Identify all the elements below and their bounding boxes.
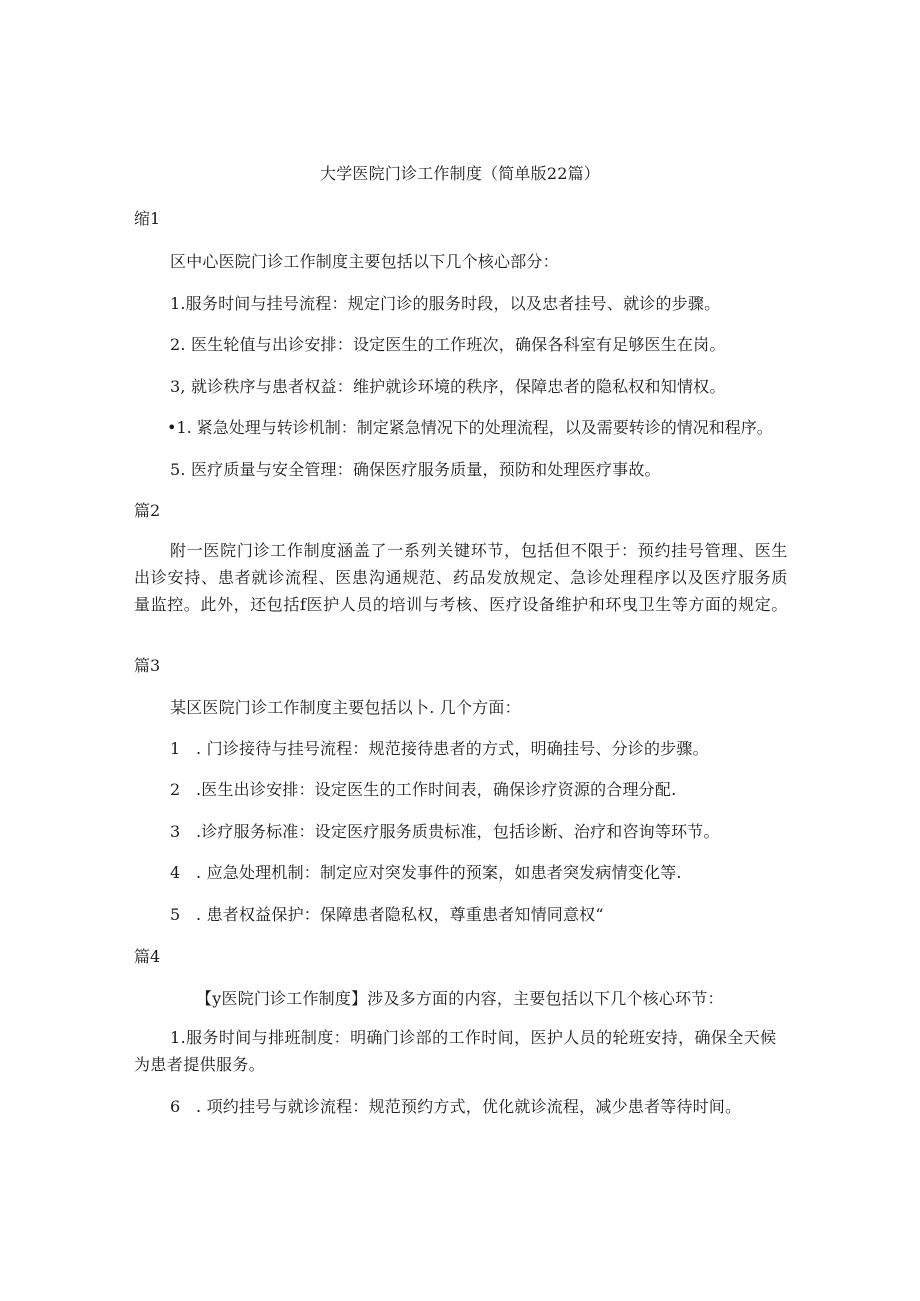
item-number: 5	[170, 905, 181, 924]
section-4-intro: 【y医院门诊工作制度】涉及多方面的内容，主要包括以下几个核心环节：	[196, 989, 724, 1008]
section-3-item-2	[170, 777, 676, 800]
item-text: . 项约挂号与就诊流程：规范预约方式，优化就诊流程，减少患者等待时间。	[196, 1097, 742, 1116]
item-text: . 应急处理机制：制定应对突发事件的预案，如患者突发病情变化等.	[196, 863, 682, 882]
item-text: .医生出诊安排：设定医生的工作时间表，确保诊疗资源的合理分配.	[196, 780, 677, 799]
section-1-item-2: 2. 医生轮值与出诊安排：设定医生的工作班次，确保各科室有足够医生在岗。	[170, 335, 726, 354]
section-3-item-1	[170, 736, 709, 759]
item-number: 4	[170, 863, 181, 882]
item-text: .诊疗服务标准：设定医疗服务质贵标准，包括诊断、治疗和咨询等环节。	[196, 822, 720, 841]
section-3-item-5	[170, 902, 604, 925]
section-3-item-4	[170, 860, 682, 883]
item-number: 6	[170, 1097, 181, 1116]
item-number: 2	[170, 780, 181, 799]
item-number: 3	[170, 822, 181, 841]
section-3-heading: 篇3	[134, 656, 161, 675]
section-1-heading: 缩1	[134, 209, 161, 228]
item-text: . 患者权益保护：保障患者隐私权，尊重患者知情同意权“	[196, 905, 604, 924]
section-1-item-4: •1. 紧急处理与转诊机制：制定紧急情况下的处理流程，以及需要转诊的情况和程序。	[167, 418, 773, 437]
document-title: 大学医院门诊工作制度（简单版22篇）	[320, 164, 600, 183]
section-3-item-3	[170, 819, 720, 842]
section-2-heading: 篇2	[134, 501, 161, 520]
section-1-item-5: 5. 医疗质量与安全管理：确保医疗服务质量，预防和处理医疗事故。	[170, 460, 661, 479]
section-1-intro: 区中心医院门诊工作制度主要包括以下几个核心部分：	[170, 252, 559, 271]
section-4-heading: 篇4	[134, 947, 161, 966]
item-text: . 门诊接待与挂号流程：规范接待患者的方式，明确挂号、分诊的步骤。	[196, 739, 709, 758]
section-1-item-1: 1.服务时间与挂号流程：规定门诊的服务时段，以及忠者挂号、就诊的步骤。	[170, 294, 721, 313]
section-4-paragraph: 1.服务时间与排班制度：明确门诊部的工作时间，医护人员的轮班安持，确保全天候为患者提供服务。	[134, 1028, 777, 1074]
section-2-paragraph: 附一医院门诊工作制度涵盖了一系列关键环节，包括但不限于：预约挂号管理、医生出诊安持、患者就诊流程、医患沟通规范、药品发放规定、急诊处理程序以及医疗服务质量监控。此外，还包括f医护人员的培训与考核、医疗设备维护和环曳卫生等方面的规定。	[134, 541, 788, 614]
section-3-intro: 某区医院门诊工作制度主要包括以卜. 几个方面：	[170, 698, 521, 717]
section-4-item-6	[170, 1094, 741, 1117]
section-1-item-3: 3, 就诊秩序与患者权益：维护就诊环境的秩序，保障忠者的隐私权和知情权。	[170, 377, 726, 396]
item-number: 1	[170, 739, 181, 758]
